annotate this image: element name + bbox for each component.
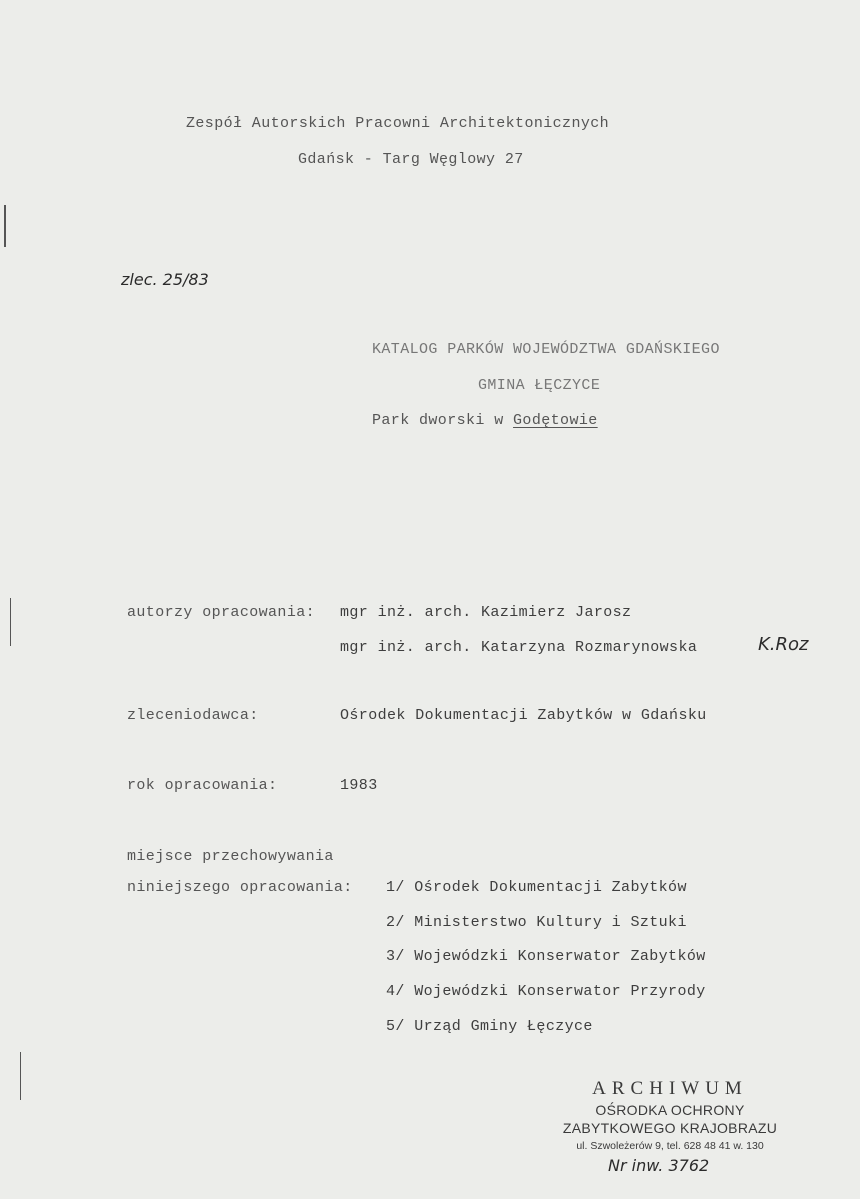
storage-item-2: 2/ Ministerstwo Kultury i Sztuki (386, 914, 687, 931)
inventory-number: Nr inw. 3762 (608, 1156, 710, 1175)
storage-label-line-2: niniejszego opracowania: (127, 879, 353, 896)
title-line-3-prefix: Park dworski w (372, 412, 514, 429)
order-number: zlec. 25/83 (121, 270, 209, 289)
storage-item-3: 3/ Wojewódzki Konserwator Zabytków (386, 948, 706, 965)
stamp-line-3: ZABYTKOWEGO KRAJOBRAZU (562, 1120, 778, 1136)
client-label: zleceniodawca: (127, 707, 259, 724)
storage-item-5: 5/ Urząd Gminy Łęczyce (386, 1018, 593, 1035)
year-label: rok opracowania: (127, 777, 278, 794)
header-line-1: Zespół Autorskich Pracowni Architektonicznych (186, 115, 610, 132)
title-line-2: GMINA ŁĘCZYCE (478, 377, 601, 394)
binding-mark-middle (10, 598, 11, 646)
storage-label-line-1: miejsce przechowywania (127, 848, 334, 865)
stamp-line-2: OŚRODKA OCHRONY (595, 1102, 745, 1118)
year-value: 1983 (340, 777, 378, 794)
authors-label: autorzy opracowania: (127, 604, 316, 621)
title-place-name: Godętowie (513, 412, 598, 429)
stamp-line-4: ul. Szwoleżerów 9, tel. 628 48 41 w. 130 (576, 1140, 764, 1152)
archive-stamp (560, 1078, 780, 1152)
title-line-1: KATALOG PARKÓW WOJEWÓDZTWA GDAŃSKIEGO (372, 341, 720, 358)
author-1: mgr inż. arch. Kazimierz Jarosz (340, 604, 632, 621)
title-line-3 (372, 412, 598, 429)
author-signature: K.Roz (758, 634, 809, 655)
header-line-2: Gdańsk - Targ Węglowy 27 (298, 151, 524, 168)
stamp-line-1: ARCHIWUM (592, 1078, 748, 1099)
binding-mark-top (4, 205, 6, 247)
storage-item-1: 1/ Ośrodek Dokumentacji Zabytków (386, 879, 687, 896)
author-2: mgr inż. arch. Katarzyna Rozmarynowska (340, 639, 698, 656)
storage-item-4: 4/ Wojewódzki Konserwator Przyrody (386, 983, 706, 1000)
binding-mark-bottom (20, 1052, 21, 1100)
client-value: Ośrodek Dokumentacji Zabytków w Gdańsku (340, 707, 707, 724)
